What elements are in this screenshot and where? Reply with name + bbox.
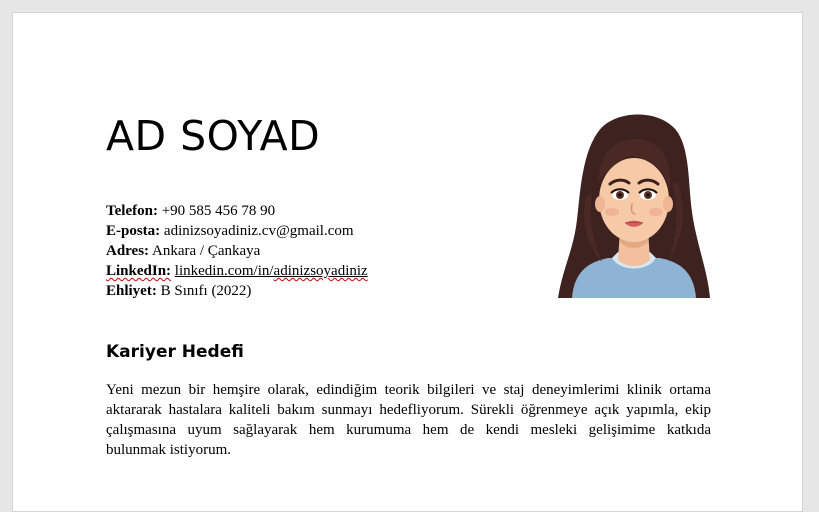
- phone-label: Telefon:: [106, 203, 158, 219]
- address-row: [106, 241, 368, 261]
- license-value: B Sınıfı (2022): [160, 283, 252, 299]
- paragraph-line: çalışmasına uyum sağlayarak hem kurumuma hem de kendi mesleki gelişimime katkıda: [106, 422, 711, 438]
- email-label: E-posta:: [106, 223, 161, 239]
- document-page[interactable]: [12, 12, 803, 512]
- contact-block: [106, 201, 368, 301]
- female-avatar-icon[interactable]: [558, 112, 710, 298]
- email-value: adinizsoyadiniz.cv@gmail.com: [163, 223, 354, 239]
- phone-value: +90 585 456 78 90: [161, 203, 276, 219]
- linkedin-label: LinkedIn:: [106, 263, 172, 279]
- license-row: [106, 281, 368, 301]
- linkedin-link[interactable]: [175, 263, 368, 279]
- section-title-career-objective[interactable]: Kariyer Hedefi: [106, 342, 244, 362]
- address-value: Ankara / Çankaya: [152, 243, 261, 259]
- license-label: Ehliyet:: [106, 283, 157, 299]
- linkedin-prefix: linkedin.com/in/: [174, 263, 274, 279]
- career-objective-paragraph[interactable]: [106, 380, 711, 460]
- address-label: Adres:: [106, 243, 150, 259]
- linkedin-handle: adinizsoyadiniz: [273, 263, 368, 279]
- paragraph-line: bulunmak istiyorum.: [106, 442, 231, 458]
- linkedin-row: [106, 261, 368, 281]
- paragraph-line: Yeni mezun bir hemşire olarak, edindiğim teorik bilgileri ve staj deneyimlerimi klinik ortama: [106, 382, 711, 398]
- email-row: [106, 221, 368, 241]
- paragraph-line: aktararak hastalara kaliteli bakım sunmayı hedefliyorum. Sürekli öğrenmeye açık yapımla, ekip: [106, 402, 711, 418]
- candidate-name[interactable]: AD SOYAD: [106, 112, 321, 160]
- phone-row: [106, 201, 368, 221]
